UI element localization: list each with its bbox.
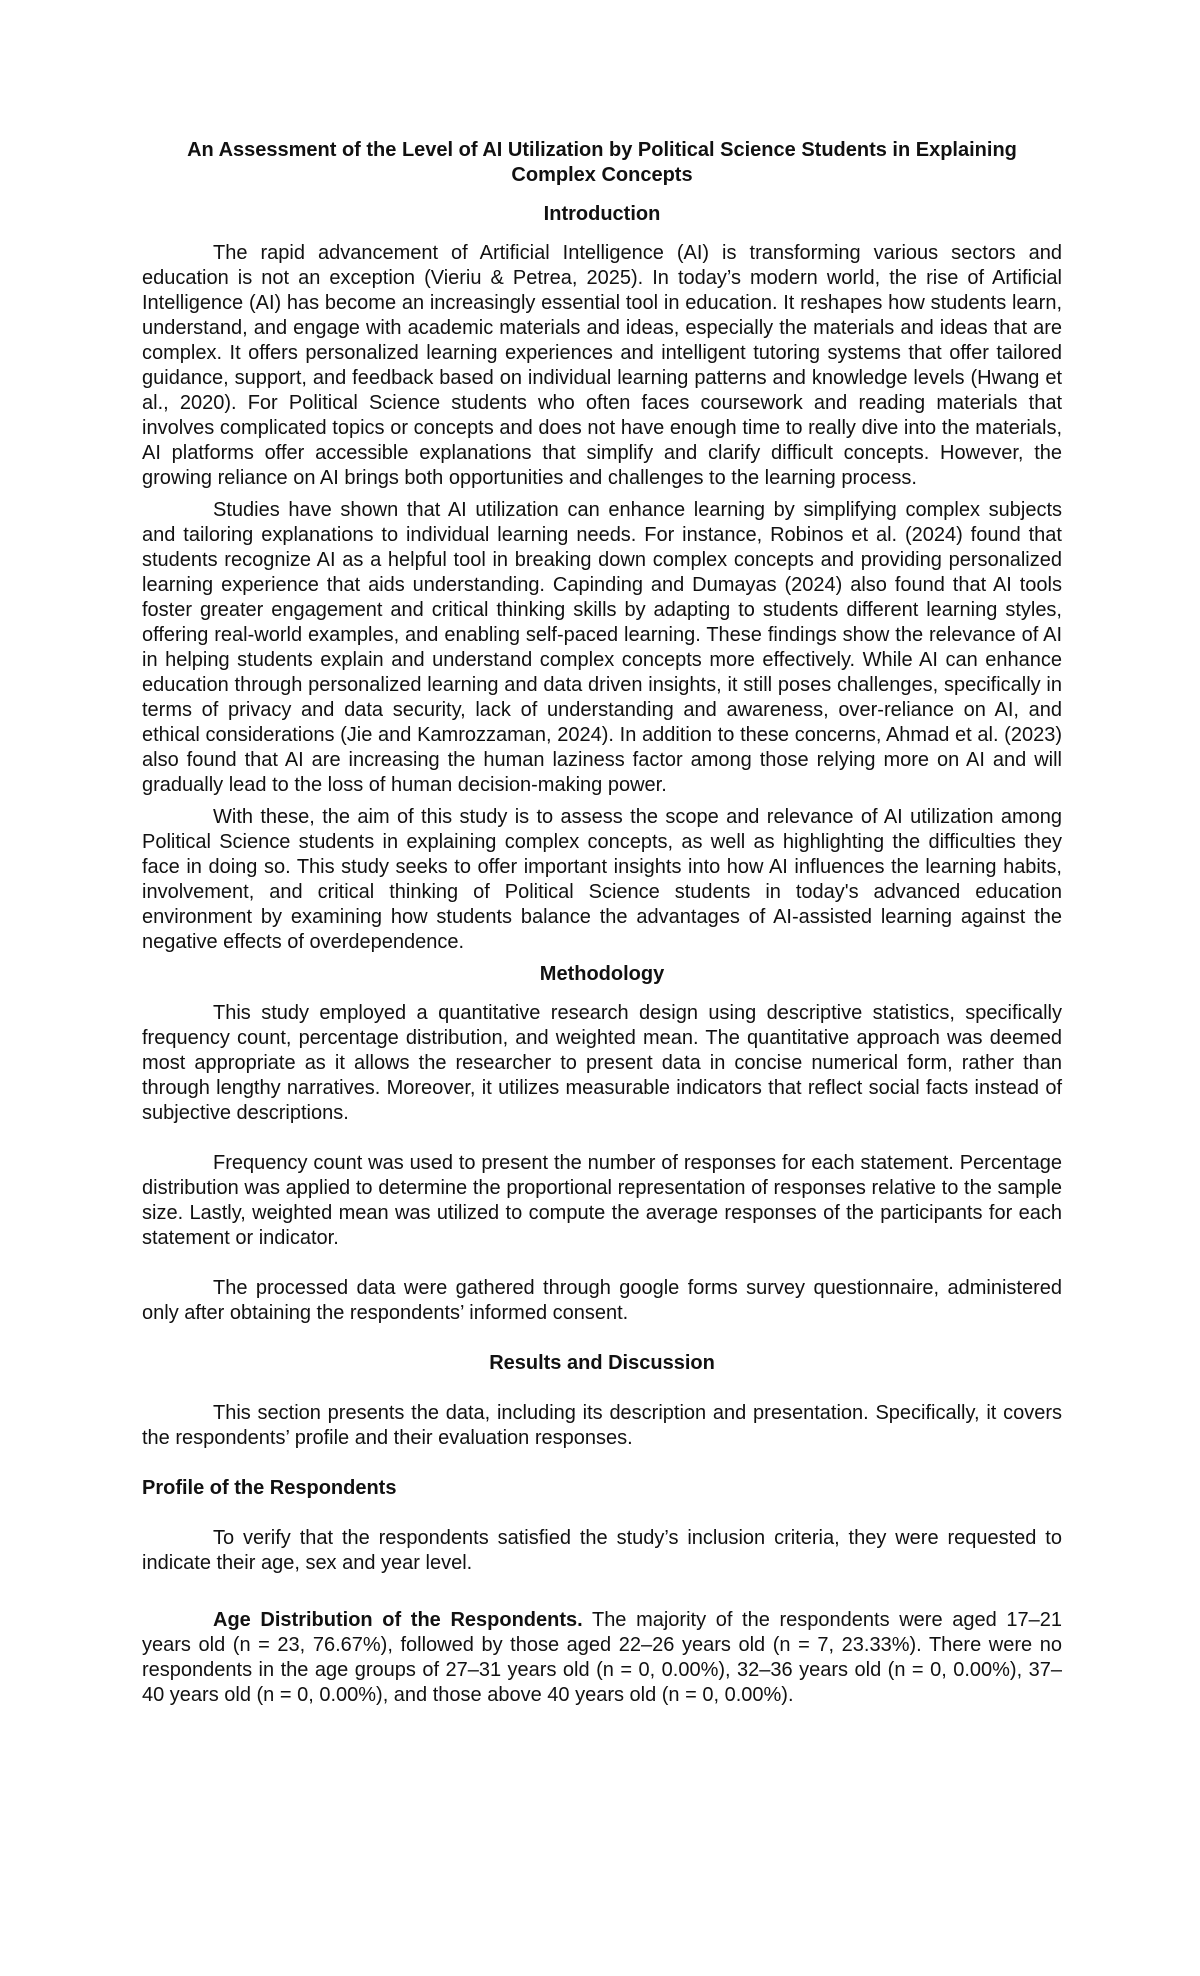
results-heading: Results and Discussion: [489, 1352, 715, 1374]
introduction-paragraph-3: With these, the aim of this study is to assess the scope and relevance of AI utilization among Political Science students in explaining complex concepts, as well as highlighting the difficulties they face in doing so. This study seeks to offer important insights into how AI influences the learning habits, involvement, and critical thinking of Political Science students in today's advanced education environment by examining how students balance the advantages of AI-assisted learning against the negative effects of overdependence.: [142, 806, 1062, 953]
profile-paragraph-1: To verify that the respondents satisfied the study’s inclusion criteria, they were requested to indicate their age, sex and year level.: [142, 1527, 1062, 1574]
methodology-paragraph-1: This study employed a quantitative research design using descriptive statistics, specifically frequency count, percentage distribution, and weighted mean. The quantitative approach was deemed most appropriate as it allows the researcher to present data in concise numerical form, rather than through lengthy narratives. Moreover, it utilizes measurable indicators that reflect social facts instead of subjective descriptions.: [142, 1002, 1062, 1124]
introduction-paragraph-1: The rapid advancement of Artificial Intelligence (AI) is transforming various sectors and education is not an exception (Vieriu & Petrea, 2025). In today’s modern world, the rise of Artificial Intelligence (AI) has become an increasingly essential tool in education. It reshapes how students learn, understand, and engage with academic materials and ideas, especially the materials and ideas that are complex. It offers personalized learning experiences and intelligent tutoring systems that offer tailored guidance, support, and feedback based on individual learning patterns and knowledge levels (Hwang et al., 2020). For Political Science students who often faces coursework and reading materials that involves complicated topics or concepts and does not have enough time to really dive into the materials, AI platforms offer accessible explanations that simplify and clarify difficult concepts. However, the growing reliance on AI brings both opportunities and challenges to the learning process.: [142, 242, 1062, 489]
paper-title: An Assessment of the Level of AI Utilization by Political Science Students in Explaining Complex Concepts: [187, 139, 1017, 186]
methodology-paragraph-3: The processed data were gathered through google forms survey questionnaire, administered only after obtaining the respondents’ informed consent.: [142, 1277, 1062, 1324]
age-distribution-paragraph: [142, 1608, 1062, 1708]
introduction-paragraph-2: Studies have shown that AI utilization can enhance learning by simplifying complex subjects and tailoring explanations to individual learning needs. For instance, Robinos et al. (2024) found that students recognize AI as a helpful tool in breaking down complex concepts and providing personalized learning experience that aids understanding. Capinding and Dumayas (2024) also found that AI tools foster greater engagement and critical thinking skills by adapting to students different learning styles, offering real-world examples, and enabling self-paced learning. These findings show the relevance of AI in helping students explain and understand complex concepts more effectively. While AI can enhance education through personalized learning and data driven insights, it still poses challenges, specifically in terms of privacy and data security, lack of understanding and awareness, over-reliance on AI, and ethical considerations (Jie and Kamrozzaman, 2024). In addition to these concerns, Ahmad et al. (2023) also found that AI are increasing the human laziness factor among those relying more on AI and will gradually lead to the loss of human decision-making power.: [142, 499, 1062, 796]
methodology-paragraph-2: Frequency count was used to present the number of responses for each statement. Percentage distribution was applied to determine the proportional representation of responses relative to the sample size. Lastly, weighted mean was utilized to compute the average responses of the participants for each statement or indicator.: [142, 1152, 1062, 1249]
introduction-heading: Introduction: [543, 203, 661, 225]
profile-heading: Profile of the Respondents: [142, 1477, 397, 1499]
results-paragraph-1: This section presents the data, including its description and presentation. Specifically, it covers the respondents’ profile and their evaluation responses.: [142, 1402, 1062, 1449]
age-distribution-text: The majority of the respondents were aged 17–21 years old (n = 23, 76.67%), followed by those aged 22–26 years old (n = 7, 23.33%). There were no respondents in the age groups of 27–31 years old (n = 0, 0.00%), 32–36 years old (n = 0, 0.00%), 37–40 years old (n = 0, 0.00%), and those above 40 years old (n = 0, 0.00%).: [142, 1609, 1062, 1706]
age-distribution-lead: Age Distribution of the Respondents.: [213, 1609, 583, 1631]
methodology-heading: Methodology: [539, 963, 665, 985]
document-page: [142, 138, 1062, 1708]
